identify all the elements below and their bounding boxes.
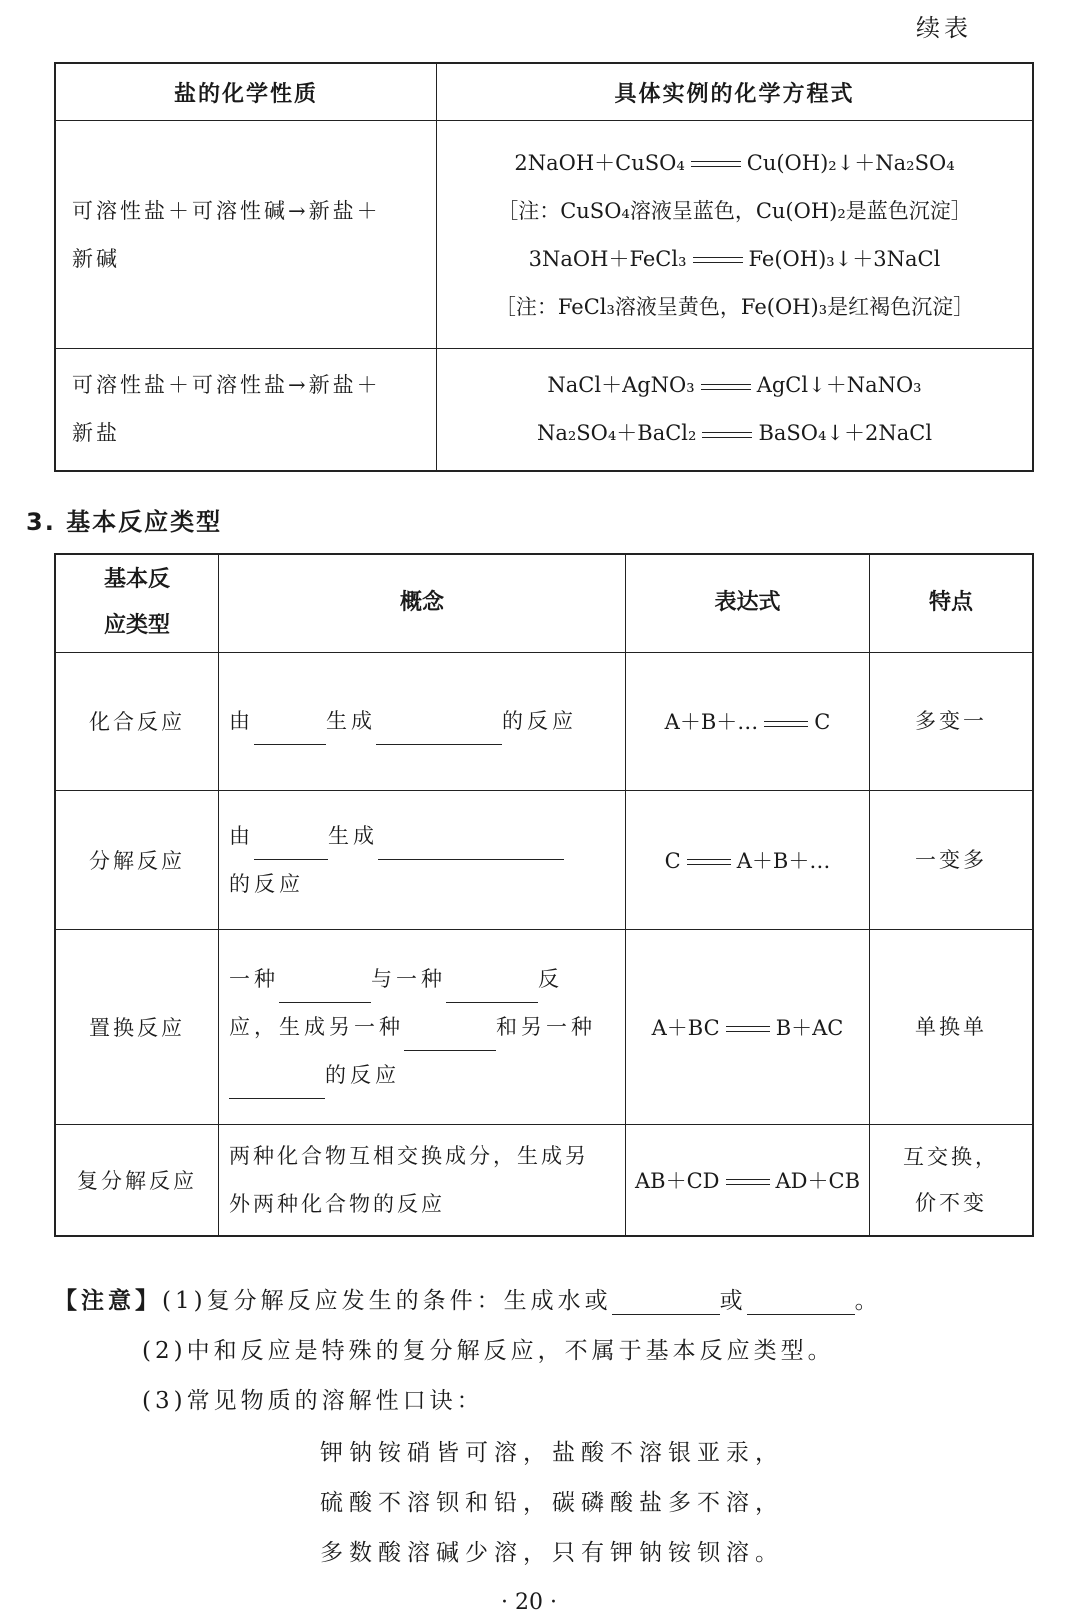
poem-line: 钾钠铵硝皆可溶，盐酸不溶银亚汞， (320, 1440, 784, 1466)
property-line: 新碱 (72, 246, 120, 271)
table-row (55, 790, 1033, 929)
table-header-row (55, 554, 1033, 652)
continued-label: 续表 (916, 14, 972, 42)
reaction-type: 置换反应 (55, 929, 219, 1124)
table-row (55, 121, 1033, 349)
header-expression: 表达式 (626, 554, 870, 652)
equation-cell (437, 121, 1034, 349)
note-3: (3)常见物质的溶解性口诀： (142, 1388, 484, 1414)
concept-cell: 两种化合物互相交换成分，生成另 外两种化合物的反应 (219, 1124, 626, 1236)
poem-line: 硫酸不溶钡和铅，碳磷酸盐多不溶， (320, 1490, 784, 1516)
fill-blank[interactable] (229, 1072, 325, 1099)
equation-cell (437, 349, 1034, 471)
table-header-row (55, 63, 1033, 121)
equation: 3NaOH＋FeCl₃ Fe(OH)₃↓＋3NaCl (528, 246, 941, 271)
reaction-types-table (54, 553, 1034, 1237)
fill-blank[interactable] (612, 1288, 720, 1315)
equals-sign (702, 432, 752, 438)
property-cell (55, 121, 437, 349)
fill-blank[interactable] (279, 976, 371, 1003)
equals-sign (693, 257, 743, 263)
equation-note: ［注：FeCl₃溶液呈黄色，Fe(OH)₃是红褐色沉淀］ (494, 294, 975, 319)
fill-blank[interactable] (376, 718, 502, 745)
table-row (55, 929, 1033, 1124)
fill-blank[interactable] (446, 976, 538, 1003)
equation: Na₂SO₄＋BaCl₂ BaSO₄↓＋2NaCl (536, 421, 933, 446)
equation: 2NaOH＋CuSO₄ Cu(OH)₂↓＋Na₂SO₄ (514, 150, 955, 175)
equals-sign (726, 1026, 770, 1032)
header-property: 盐的化学性质 (55, 63, 437, 121)
equals-sign (764, 721, 808, 727)
fill-blank[interactable] (254, 833, 328, 860)
salt-properties-table (54, 62, 1034, 472)
feature-cell: 互交换， 价不变 (870, 1124, 1034, 1236)
poem-line: 多数酸溶碱少溶，只有钾钠铵钡溶。 (320, 1540, 784, 1566)
note-1: 【注意】(1)复分解反应发生的条件：生成水或 或 。 (54, 1288, 882, 1314)
expression-cell: AB＋CD AD＋CB (626, 1124, 870, 1236)
property-line: 可溶性盐＋可溶性碱→新盐＋ (72, 198, 381, 223)
equals-sign (691, 161, 741, 167)
expression-cell: C A＋B＋… (626, 790, 870, 929)
table-row (55, 349, 1033, 471)
expression-cell: A＋B＋… C (626, 652, 870, 790)
expression-cell: A＋BC B＋AC (626, 929, 870, 1124)
property-line: 可溶性盐＋可溶性盐→新盐＋ (72, 373, 381, 398)
header-feature: 特点 (870, 554, 1034, 652)
note-2: (2)中和反应是特殊的复分解反应，不属于基本反应类型。 (142, 1338, 835, 1364)
equals-sign (701, 384, 751, 390)
fill-blank[interactable] (254, 718, 326, 745)
section-title: 3. 基本反应类型 (26, 508, 223, 536)
equals-sign (726, 1179, 770, 1185)
concept-cell: 由 生成 的反应 (219, 790, 626, 929)
property-line: 新盐 (72, 421, 120, 446)
table-row (55, 1124, 1033, 1236)
fill-blank[interactable] (747, 1288, 855, 1315)
feature-cell: 多变一 (870, 652, 1034, 790)
reaction-type: 分解反应 (55, 790, 219, 929)
reaction-type: 复分解反应 (55, 1124, 219, 1236)
feature-cell: 单换单 (870, 929, 1034, 1124)
header-concept: 概念 (219, 554, 626, 652)
equation-note: ［注：CuSO₄溶液呈蓝色，Cu(OH)₂是蓝色沉淀］ (497, 198, 972, 223)
concept-cell: 由 生成 的反应 (219, 652, 626, 790)
equation: NaCl＋AgNO₃ AgCl↓＋NaNO₃ (547, 373, 922, 398)
note-head: 【注意】 (54, 1288, 162, 1314)
property-cell (55, 349, 437, 471)
table-row (55, 652, 1033, 790)
page-number: · 20 · (501, 1590, 557, 1615)
concept-cell: 一种 与一种 反 应，生成另一种 和另一种 的反应 (219, 929, 626, 1124)
header-type: 基本反 应类型 (55, 554, 219, 652)
header-example: 具体实例的化学方程式 (437, 63, 1034, 121)
reaction-type: 化合反应 (55, 652, 219, 790)
feature-cell: 一变多 (870, 790, 1034, 929)
fill-blank[interactable] (378, 833, 564, 860)
fill-blank[interactable] (404, 1024, 496, 1051)
equals-sign (687, 859, 731, 865)
